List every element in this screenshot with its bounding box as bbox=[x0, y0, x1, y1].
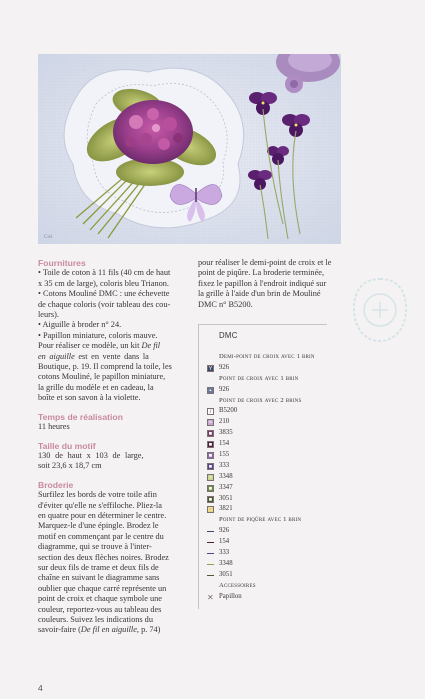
dmc-code: 155 bbox=[219, 451, 230, 459]
fournitures-line: boîte et son savon à la violette. bbox=[38, 393, 141, 403]
right-column bbox=[198, 258, 338, 310]
legend-row bbox=[207, 461, 325, 472]
broderie-line: couleurs. Suivez les indications du bbox=[38, 615, 153, 624]
fournitures-line: • Aiguille à broder n° 24. bbox=[38, 320, 122, 330]
legend-section-header: Demi-point de croix avec 1 brin bbox=[219, 353, 315, 360]
color-swatch: = bbox=[208, 420, 213, 427]
color-swatch: □ bbox=[208, 507, 213, 514]
color-swatch: ■ bbox=[208, 463, 213, 470]
right-line: fixez le papillon à l'endroit indiqué sur bbox=[198, 278, 327, 288]
legend-row bbox=[207, 483, 325, 494]
fournitures-line: Boutique, p. 19. Il comprend la toile, les bbox=[38, 362, 172, 372]
broderie-title: Broderie bbox=[38, 479, 74, 490]
broderie-line: couleur, reportez-vous au tableau des bbox=[38, 604, 162, 614]
backstitch-line-icon bbox=[207, 553, 214, 554]
color-swatch: ■ bbox=[208, 485, 213, 492]
color-swatch: ■ bbox=[208, 442, 213, 449]
broderie-line: d'éviter qu'elle ne s'effiloche. Pliez-la bbox=[38, 500, 162, 510]
dmc-code: Papillon bbox=[219, 592, 242, 600]
color-swatch: / bbox=[207, 408, 214, 415]
fournitures-line: • Cotons Mouliné DMC : une échevette bbox=[38, 289, 170, 299]
dmc-code: 3348 bbox=[219, 472, 233, 480]
left-column bbox=[38, 258, 174, 636]
color-swatch: ■ bbox=[208, 496, 213, 503]
broderie-line: sur deux fils de trame et deux fils de bbox=[38, 562, 159, 572]
legend-list bbox=[207, 352, 325, 602]
legend-row bbox=[207, 417, 325, 428]
taille-title: Taille du motif bbox=[38, 440, 96, 451]
butterfly-position-cross-icon: ✕ bbox=[207, 592, 214, 602]
dmc-code: B5200 bbox=[219, 407, 238, 415]
color-swatch: × bbox=[208, 474, 213, 481]
color-swatch: ■ bbox=[208, 431, 213, 438]
legend-row bbox=[207, 592, 325, 603]
dmc-code: 3821 bbox=[219, 505, 233, 513]
legend-row bbox=[207, 385, 325, 396]
savoir-faire-ref: De fil en aiguille bbox=[80, 625, 137, 635]
fournitures-line: la grille du modèle et en cadeau, la bbox=[38, 382, 154, 392]
right-line: point de piqûre. La broderie terminée, bbox=[198, 268, 325, 278]
broderie-line: chaîne en suivant le diagramme sans bbox=[38, 573, 160, 583]
broderie-line: section des deux flèches noires. Brodez bbox=[38, 552, 169, 562]
right-line: pour réaliser le demi-point de croix et le bbox=[198, 258, 332, 267]
decorative-stamp bbox=[350, 275, 410, 350]
dmc-code: 926 bbox=[219, 363, 230, 371]
legend-row bbox=[207, 494, 325, 505]
fournitures-line: x 35 cm de large), coloris bleu Trianon. bbox=[38, 278, 169, 288]
fournitures-line: de chaque coloris (voir tableau des cou- bbox=[38, 299, 171, 309]
fournitures-line: leurs). bbox=[38, 310, 59, 320]
broderie-line: Marquez-le d'une épingle. Brodez le bbox=[38, 521, 159, 531]
dmc-code: 210 bbox=[219, 418, 230, 426]
dmc-code: 154 bbox=[219, 538, 230, 546]
legend-section-header: Accessoires bbox=[219, 581, 256, 589]
backstitch-line-icon bbox=[207, 542, 214, 543]
backstitch-line-icon bbox=[207, 564, 214, 565]
legend-row bbox=[207, 450, 325, 461]
legend-section-header: Point de croix avec 1 brin bbox=[219, 374, 299, 382]
legend-row bbox=[207, 406, 325, 417]
temps-text: 11 heures bbox=[38, 422, 70, 432]
legend-section-header: Point de piqûre avec 1 brin bbox=[219, 516, 302, 524]
dmc-code: 3835 bbox=[219, 429, 233, 437]
dmc-code: 3348 bbox=[219, 559, 233, 567]
page-number: 4 bbox=[38, 683, 43, 693]
legend-row bbox=[207, 526, 325, 537]
broderie-line: Surfilez les bords de votre toile afin bbox=[38, 490, 157, 500]
broderie-line: diagramme, qui se trouve à l'inter- bbox=[38, 542, 152, 552]
dmc-code: 926 bbox=[219, 385, 230, 393]
broderie-ref-line: savoir-faire (De fil en aiguille, p. 74) bbox=[38, 625, 161, 635]
legend-title: DMC bbox=[219, 331, 238, 340]
violet-bouquet bbox=[113, 100, 193, 164]
fournitures-line: cotons Mouliné, le papillon miniature, bbox=[38, 372, 166, 382]
legend-row bbox=[207, 559, 325, 570]
legend-row bbox=[207, 570, 325, 581]
dmc-code: 3347 bbox=[219, 483, 233, 491]
kit-line-2: en aiguille est en vente dans la bbox=[38, 351, 149, 361]
legend-row bbox=[207, 504, 325, 515]
backstitch-line-icon bbox=[207, 531, 214, 532]
right-line: la grille à l'aide d'un brin de Mouliné bbox=[198, 289, 321, 299]
dmc-code: 154 bbox=[219, 440, 230, 448]
dmc-code: 926 bbox=[219, 527, 230, 535]
legend-row bbox=[207, 428, 325, 439]
dmc-code: 333 bbox=[219, 549, 230, 557]
legend-row bbox=[207, 439, 325, 450]
broderie-line: point de croix et chaque symbole une bbox=[38, 594, 162, 604]
embroidery-photo bbox=[38, 54, 341, 244]
broderie-line: motif en commençant par le centre du bbox=[38, 531, 164, 541]
dmc-code: 3051 bbox=[219, 494, 233, 502]
taille-line: 130 de haut x 103 de large, bbox=[38, 450, 144, 460]
temps-title: Temps de réalisation bbox=[38, 411, 123, 422]
dmc-code: 333 bbox=[219, 461, 230, 469]
color-swatch: Y bbox=[208, 365, 213, 372]
right-line: DMC n° B5200. bbox=[198, 299, 253, 309]
dmc-color-legend bbox=[198, 324, 327, 609]
legend-section-header: Point de croix avec 2 brins bbox=[219, 396, 302, 404]
kit-name: De fil bbox=[141, 341, 161, 351]
photo-caption: Ciel bbox=[44, 235, 53, 240]
taille-line: soit 23,6 x 18,7 cm bbox=[38, 461, 102, 471]
backstitch-line-icon bbox=[207, 575, 214, 576]
color-swatch: ▪ bbox=[207, 387, 214, 394]
fournitures-line: • Toile de coton à 11 fils (40 cm de haut bbox=[38, 268, 171, 278]
dmc-code: 3051 bbox=[219, 570, 233, 578]
broderie-line: oublier que chaque carré représente un bbox=[38, 583, 167, 593]
color-swatch: ■ bbox=[208, 452, 213, 459]
legend-row bbox=[207, 472, 325, 483]
kit-line: Pour réaliser ce modèle, un kit De fil bbox=[38, 341, 161, 351]
legend-row bbox=[207, 548, 325, 559]
legend-row bbox=[207, 363, 325, 374]
fournitures-title: Fournitures bbox=[38, 258, 86, 268]
broderie-line: en quatre pour en déterminer le centre. bbox=[38, 510, 167, 520]
legend-row bbox=[207, 537, 325, 548]
fournitures-line: • Papillon miniature, coloris mauve. bbox=[38, 330, 158, 340]
